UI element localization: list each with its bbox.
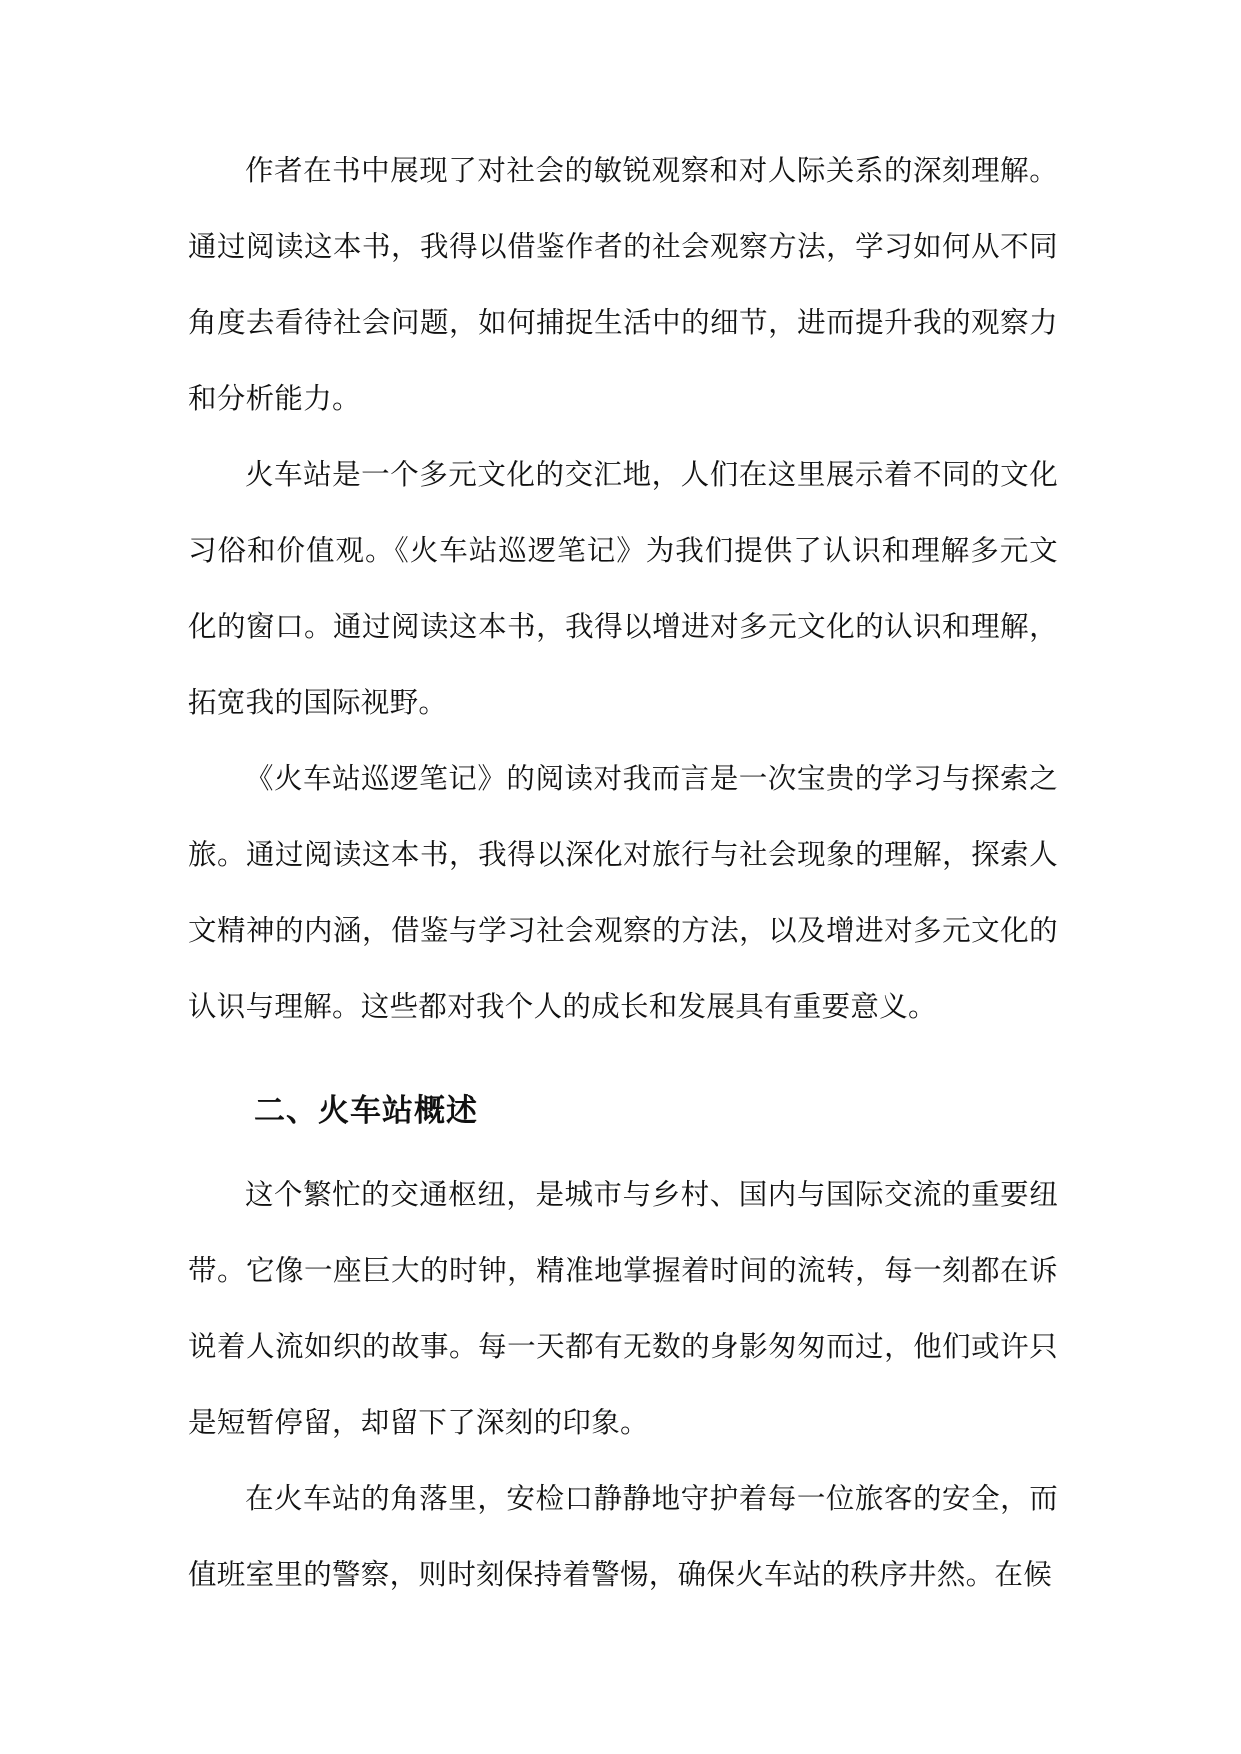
body-paragraph: 火车站是一个多元文化的交汇地，人们在这里展示着不同的文化习俗和价值观。《火车站巡逻笔记》为我们提供了认识和理解多元文化的窗口。通过阅读这本书，我得以增进对多元文化的认识和理解，拓宽我的国际视野。 [188, 458, 1058, 719]
body-paragraph: 这个繁忙的交通枢纽，是城市与乡村、国内与国际交流的重要纽带。它像一座巨大的时钟，精准地掌握着时间的流转，每一刻都在诉说着人流如织的故事。每一天都有无数的身影匆匆而过，他们或许只是短暂停留，却留下了深刻的印象。 [188, 1178, 1058, 1439]
body-paragraph: 作者在书中展现了对社会的敏锐观察和对人际关系的深刻理解。通过阅读这本书，我得以借鉴作者的社会观察方法，学习如何从不同角度去看待社会问题，如何捕捉生活中的细节，进而提升我的观察力和分析能力。 [188, 154, 1058, 415]
body-paragraph: 《火车站巡逻笔记》的阅读对我而言是一次宝贵的学习与探索之旅。通过阅读这本书，我得以深化对旅行与社会现象的理解，探索人文精神的内涵，借鉴与学习社会观察的方法，以及增进对多元文化的认识与理解。这些都对我个人的成长和发展具有重要意义。 [188, 762, 1058, 1023]
body-paragraph: 在火车站的角落里，安检口静静地守护着每一位旅客的安全，而值班室里的警察，则时刻保持着警惕，确保火车站的秩序井然。在候 [188, 1482, 1058, 1591]
section-heading: 二、火车站概述 [254, 1093, 478, 1129]
